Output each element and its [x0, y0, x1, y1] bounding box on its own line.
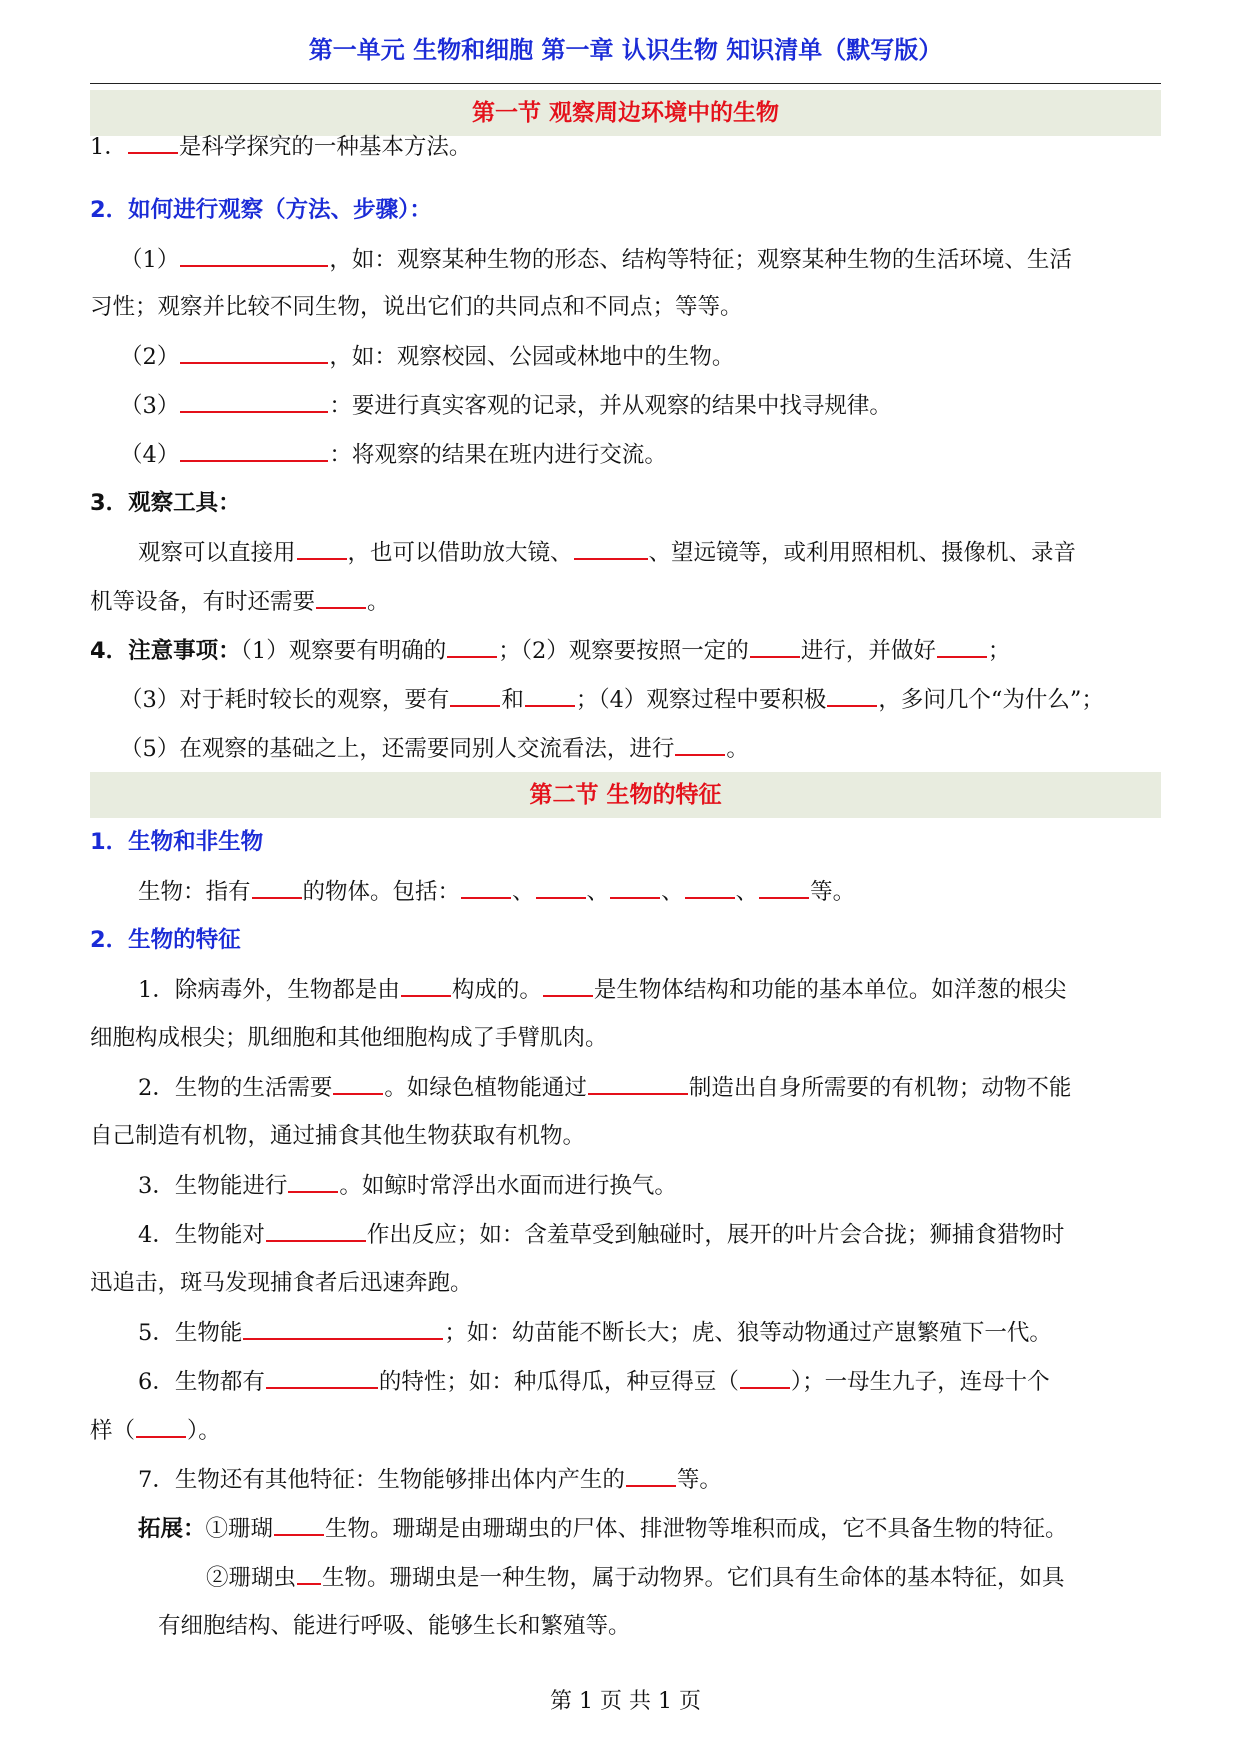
- s2-f6-line: 6．生物都有 的特性；如：种瓜得瓜，种豆得豆（ ）；一母生九子，连母十个: [138, 1365, 1050, 1398]
- fill-blank[interactable]: [827, 683, 877, 707]
- s2-f7-line: 7．生物还有其他特征：生物能够排出体内产生的 等。: [138, 1463, 722, 1496]
- s2-h2-heading: 2．生物的特征: [90, 927, 241, 953]
- fill-blank[interactable]: [297, 1561, 321, 1585]
- s1-q4-line2: （3）对于耗时较长的观察，要有 和 ；（4）观察过程中要积极 ，多问几个“为什么”；: [120, 683, 1104, 716]
- s2-f1-line: 1．除病毒外，生物都是由 构成的。 是生物体结构和功能的基本单位。如洋葱的根尖: [138, 973, 1066, 1006]
- s1-q4-line3: （5）在观察的基础之上，还需要同别人交流看法，进行 。: [120, 732, 749, 765]
- fill-blank[interactable]: [626, 1463, 676, 1487]
- s1-q1-line: 1． 是科学探究的一种基本方法。: [90, 130, 471, 163]
- s1-step1-cont: 习性；观察并比较不同生物，说出它们的共同点和不同点；等等。: [90, 294, 743, 320]
- fill-blank[interactable]: [180, 243, 328, 267]
- s1-tools-line: 观察可以直接用 ，也可以借助放大镜、 、望远镜等，或利用照相机、摄像机、录音: [138, 536, 1076, 569]
- s1-step3-line: （3） ：要进行真实客观的记录，并从观察的结果中找寻规律。: [120, 389, 892, 422]
- s2-f2-line: 2．生物的生活需要 。如绿色植物能通过 制造出自身所需要的有机物；动物不能: [138, 1071, 1071, 1104]
- s1-step1-line: （1） ，如：观察某种生物的形态、结构等特征；观察某种生物的生活环境、生活: [120, 243, 1072, 276]
- fill-blank[interactable]: [288, 1169, 338, 1193]
- s2-f3-line: 3．生物能进行 。如鲸时常浮出水面而进行换气。: [138, 1169, 677, 1202]
- s2-extension-line2: ②珊瑚虫 生物。珊瑚虫是一种生物，属于动物界。它们具有生命体的基本特征，如具: [206, 1561, 1065, 1594]
- fill-blank[interactable]: [316, 585, 366, 609]
- fill-blank[interactable]: [610, 875, 660, 899]
- fill-blank[interactable]: [180, 389, 328, 413]
- s1-q2-heading: 2．如何进行观察（方法、步骤）：: [90, 197, 432, 223]
- fill-blank[interactable]: [937, 634, 987, 658]
- s2-f4-line: 4．生物能对 作出反应；如：含羞草受到触碰时，展开的叶片会合拢；狮捕食猎物时: [138, 1218, 1064, 1251]
- s1-q4-line1: 4．注意事项：（1）观察要有明确的 ；（2）观察要按照一定的 进行，并做好 ；: [90, 634, 1010, 667]
- s2-f4-cont: 迅追击，斑马发现捕食者后迅速奔跑。: [90, 1270, 473, 1296]
- fill-blank[interactable]: [266, 1218, 366, 1242]
- s1-q3-heading: 3．观察工具：: [90, 490, 241, 516]
- fill-blank[interactable]: [180, 340, 328, 364]
- fill-blank[interactable]: [536, 875, 586, 899]
- s2-f5-line: 5．生物能 ；如：幼苗能不断长大；虎、狼等动物通过产崽繁殖下一代。: [138, 1316, 1052, 1349]
- fill-blank[interactable]: [180, 438, 328, 462]
- fill-blank[interactable]: [675, 732, 725, 756]
- s2-extension-cont: 有细胞结构、能进行呼吸、能够生长和繁殖等。: [158, 1613, 631, 1639]
- fill-blank[interactable]: [333, 1071, 383, 1095]
- s2-extension-line1: 拓展：①珊瑚 生物。珊瑚是由珊瑚虫的尸体、排泄物等堆积而成，它不具备生物的特征。: [138, 1512, 1068, 1545]
- fill-blank[interactable]: [588, 1071, 688, 1095]
- s2-definition-line: 生物：指有 的物体。包括： 、 、 、 、 等。: [138, 875, 855, 908]
- fill-blank[interactable]: [685, 875, 735, 899]
- s1-step2-line: （2） ，如：观察校园、公园或林地中的生物。: [120, 340, 734, 373]
- section2-title: 第二节 生物的特征: [90, 772, 1161, 818]
- fill-blank[interactable]: [297, 536, 347, 560]
- fill-blank[interactable]: [759, 875, 809, 899]
- fill-blank[interactable]: [447, 634, 497, 658]
- fill-blank[interactable]: [274, 1512, 324, 1536]
- fill-blank[interactable]: [401, 973, 451, 997]
- fill-blank[interactable]: [128, 130, 178, 154]
- fill-blank[interactable]: [574, 536, 648, 560]
- fill-blank[interactable]: [461, 875, 511, 899]
- fill-blank[interactable]: [740, 1365, 790, 1389]
- s2-h1-heading: 1．生物和非生物: [90, 829, 264, 855]
- s2-f6-cont: 样（ ）。: [90, 1414, 221, 1447]
- s1-step4-line: （4） ：将观察的结果在班内进行交流。: [120, 438, 667, 471]
- title-rule: [90, 83, 1161, 84]
- document-title: 第一单元 生物和细胞 第一章 认识生物 知识清单（默写版）: [308, 36, 943, 64]
- fill-blank[interactable]: [525, 683, 575, 707]
- s2-f2-cont: 自己制造有机物，通过捕食其他生物获取有机物。: [90, 1123, 586, 1149]
- s1-tools-cont: 机等设备，有时还需要 。: [90, 585, 390, 618]
- fill-blank[interactable]: [252, 875, 302, 899]
- fill-blank[interactable]: [136, 1414, 186, 1438]
- page-footer: 第 1 页 共 1 页: [550, 1689, 701, 1714]
- section1-title: 第一节 观察周边环境中的生物: [90, 90, 1161, 136]
- fill-blank[interactable]: [243, 1316, 443, 1340]
- s2-f1-cont: 细胞构成根尖；肌细胞和其他细胞构成了手臂肌肉。: [90, 1025, 608, 1051]
- fill-blank[interactable]: [450, 683, 500, 707]
- fill-blank[interactable]: [543, 973, 593, 997]
- fill-blank[interactable]: [750, 634, 800, 658]
- fill-blank[interactable]: [266, 1365, 378, 1389]
